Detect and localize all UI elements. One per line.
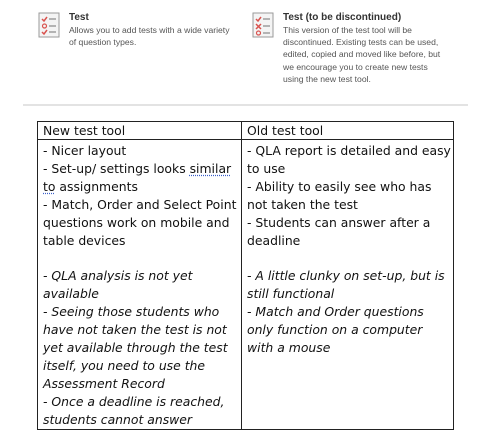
cell-line: itself, you need to use the [43,358,206,374]
cell-line: - Students can answer after a [247,215,431,231]
cell-line: still functional [247,285,335,301]
test-checklist-icon [38,12,60,38]
spellcheck-flag: similar [189,161,232,177]
table-row [38,140,454,430]
cell-line: available [43,285,99,301]
test-checklist-discontinued-icon [252,12,274,38]
test-tool-description: Allows you to add tests with a wide variety of question types. [69,25,230,48]
cell-line: students cannot answer [43,412,193,428]
cell-line: - Set-up/ settings looks similar [43,161,232,177]
old-test-tool-description: This version of the test tool will be discontinued. Existing tests can be used, edited, copied and moved like before, but we encourage you to create new tests using the new test tool. [283,25,441,84]
cell-line: - Match, Order and Select Point [43,197,237,213]
cell-line: not taken the test [247,197,358,213]
cell-line: - Match and Order questions [247,303,424,319]
old-tool-cell [242,140,454,430]
cell-line: - QLA analysis is not yet [43,267,193,283]
cell-line: table devices [43,233,126,249]
cell-line: questions work on mobile and [43,215,230,231]
cell-line: - Nicer layout [43,143,127,158]
cell-spacer [43,251,237,267]
cell-line: have not taken the test is not [43,321,227,337]
cell-line: only function on a computer [247,321,423,337]
cell-line: - Ability to easily see who has [247,179,432,195]
cell-line: - Seeing those students who [43,303,220,319]
comparison-table [37,121,454,430]
header-old-test-tool: Old test tool [242,122,454,140]
tool-options-row [0,0,491,104]
cell-line: with a mouse [247,339,331,355]
cell-spacer [247,251,449,267]
cell-line: Assessment Record [43,376,165,392]
cell-line: - Once a deadline is reached, [43,394,225,410]
new-tool-cell [38,140,242,430]
old-test-tool-title: Test (to be discontinued) [283,12,402,23]
cell-line: - A little clunky on set-up, but is [247,267,445,283]
section-divider [23,104,468,106]
spellcheck-flag: to [43,179,56,195]
cell-line: deadline [247,233,301,249]
cell-line: - QLA report is detailed and easy [247,143,451,158]
cell-line: to assignments [43,179,138,195]
header-new-test-tool: New test tool [38,122,242,140]
test-tool-title: Test [69,12,89,23]
cell-line: to use [247,161,286,177]
table-header-row [38,122,454,140]
cell-line: yet available through the test [43,339,228,355]
